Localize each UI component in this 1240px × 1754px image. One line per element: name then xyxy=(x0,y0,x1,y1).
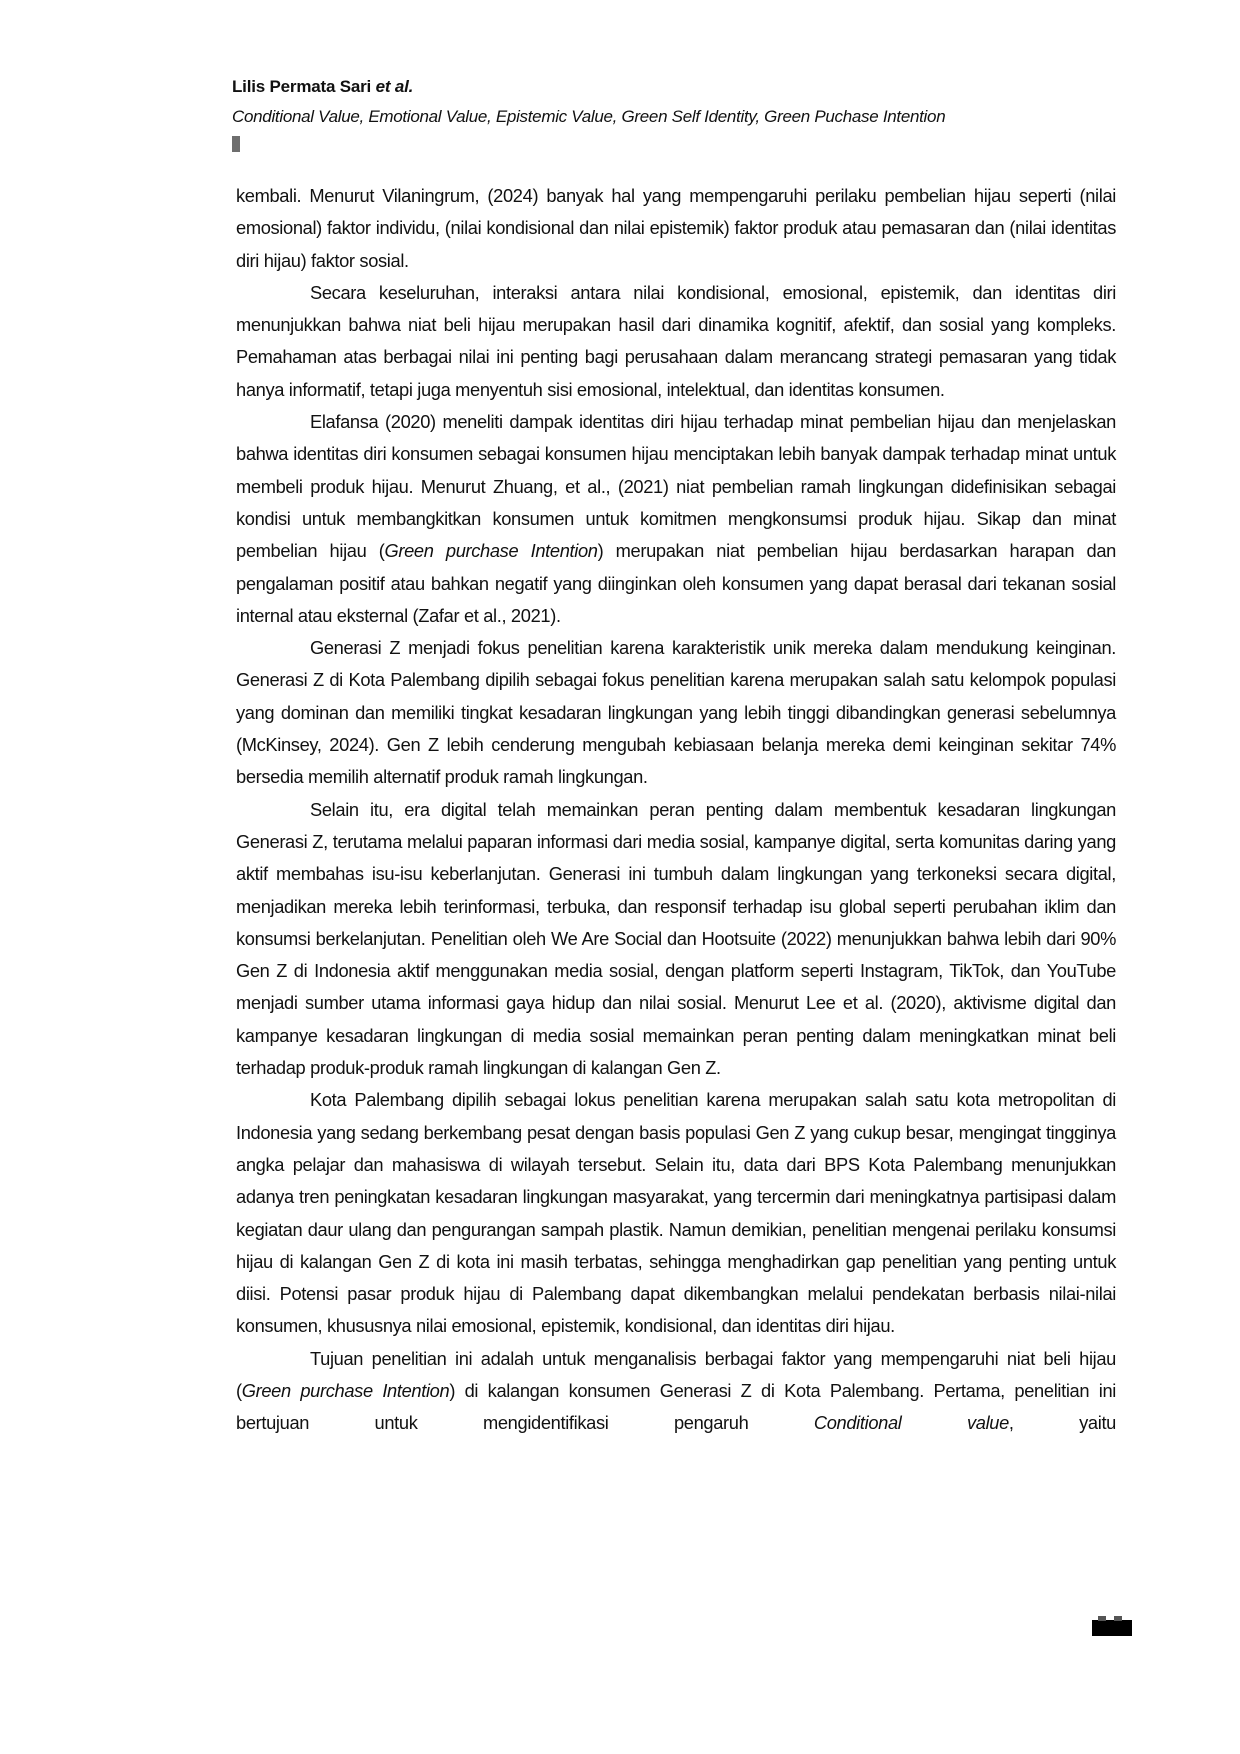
paragraph-7-text-b: ) di kalangan konsumen Generasi Z di Kota Palembang. Pertama, penelitian ini bertujuan untuk mengidentifikasi pengaruh xyxy=(236,1379,1116,1434)
margin-marker xyxy=(232,136,240,152)
running-header xyxy=(232,76,1132,128)
paragraph-2: Secara keseluruhan, interaksi antara nilai kondisional, emosional, epistemik, dan identitas diri menunjukkan bahwa niat beli hijau merupakan hasil dari dinamika kognitif, afektif, dan sosial yang kompleks. Pemahaman atas berbagai nilai ini penting bagi perusahaan dalam merancang strategi pemasaran yang tidak hanya informatif, tetapi juga menyentuh sisi emosional, intelektual, dan identitas konsumen. xyxy=(236,281,1116,400)
paragraph-4: Generasi Z menjadi fokus penelitian karena karakteristik unik mereka dalam mendukung keinginan. Generasi Z di Kota Palembang dipilih sebagai fokus penelitian karena merupakan salah satu kelompok populasi yang dominan dan memiliki tingkat kesadaran lingkungan yang lebih tinggi dibandingkan generasi sebelumnya (McKinsey, 2024). Gen Z lebih cenderung mengubah kebiasaan belanja mereka demi keinginan sekitar 74% bersedia memilih alternatif produk ramah lingkungan. xyxy=(236,637,1116,788)
paragraph-5: Selain itu, era digital telah memainkan peran penting dalam membentuk kesadaran lingkungan Generasi Z, terutama melalui paparan informasi dari media sosial, kampanye digital, serta komunitas daring yang aktif membahas isu-isu keberlanjutan. Generasi ini tumbuh dalam lingkungan yang terkoneksi secara digital, menjadikan mereka lebih terinformasi, terbuka, dan responsif terhadap isu global seperti perubahan iklim dan konsumsi berkelanjutan. Penelitian oleh We Are Social dan Hootsuite (2022) menunjukkan bahwa lebih dari 90% Gen Z di Indonesia aktif menggunakan media sosial, dengan platform seperti Instagram, TikTok, dan YouTube menjadi sumber utama informasi gaya hidup dan nilai sosial. Menurut Lee et al. (2020), aktivisme digital dan kampanye kesadaran lingkungan di media sosial memainkan peran penting dalam meningkatkan minat beli terhadap produk-produk ramah lingkungan di kalangan Gen Z. xyxy=(236,798,1116,1079)
paragraph-3 xyxy=(236,406,1116,632)
paragraph-1: kembali. Menurut Vilaningrum, (2024) banyak hal yang mempengaruhi perilaku pembelian hijau seperti (nilai emosional) faktor individu, (nilai kondisional dan nilai epistemik) faktor produk atau pemasaran dan (nilai identitas diri hijau) faktor sosial. xyxy=(236,185,1116,271)
paragraph-7 xyxy=(236,1343,1116,1440)
paragraph-7-italic-term-1: Green purchase Intention xyxy=(241,1379,450,1401)
paragraph-7-text-c: , yaitu xyxy=(1008,1412,1116,1434)
author-name: Lilis Permata Sari xyxy=(232,77,372,96)
paragraph-7-italic-term-2: Conditional value xyxy=(813,1412,1009,1434)
paragraph-6: Kota Palembang dipilih sebagai lokus penelitian karena merupakan salah satu kota metropolitan di Indonesia yang sedang berkembang pesat dengan basis populasi Gen Z yang cukup besar, mengingat tingginya angka pelajar dan mahasiswa di wilayah tersebut. Selain itu, data dari BPS Kota Palembang menunjukkan adanya tren peningkatan kesadaran lingkungan masyarakat, yang tercermin dari meningkatnya partisipasi dalam kegiatan daur ulang dan pengurangan sampah plastik. Namun demikian, penelitian mengenai perilaku konsumsi hijau di kalangan Gen Z di kota ini masih terbatas, sehingga menghadirkan gap penelitian yang penting untuk diisi. Potensi pasar produk hijau di Palembang dapat dikembangkan melalui pendekatan berbasis nilai-nilai konsumen, khususnya nilai emosional, epistemik, kondisional, dan identitas diri hijau. xyxy=(236,1089,1116,1337)
keywords-line: Conditional Value, Emotional Value, Epistemic Value, Green Self Identity, Green Puchase Intention xyxy=(232,107,946,126)
paragraph-3-text-b: ) merupakan niat pembelian hijau berdasarkan harapan dan pengalaman positif atau bahkan negatif yang diinginkan oleh konsumen yang dapat berasal dari tekanan sosial internal atau eksternal (Zafar et al., 2021). xyxy=(236,540,1116,626)
author-line xyxy=(232,76,1132,98)
paragraph-3-text-a: Elafansa (2020) meneliti dampak identitas diri hijau terhadap minat pembelian hijau dan menjelaskan bahwa identitas diri konsumen sebagai konsumen hijau menciptakan lebih banyak dampak terhadap minat untuk membeli produk hijau. Menurut Zhuang, et al., (2021) niat pembelian ramah lingkungan didefinisikan sebagai kondisi untuk membangkitkan konsumen untuk komitmen mengkonsumsi produk hijau. Sikap dan minat pembelian hijau ( xyxy=(236,411,1116,562)
paragraph-3-italic-term: Green purchase Intention xyxy=(384,540,598,562)
paragraph-7-text-a: Tujuan penelitian ini adalah untuk menganalisis berbagai faktor yang mempengaruhi niat beli hijau ( xyxy=(236,1347,1116,1401)
author-et-al: et al. xyxy=(375,77,414,96)
page-number-redacted xyxy=(1092,1620,1132,1636)
body-text xyxy=(236,180,1116,1440)
